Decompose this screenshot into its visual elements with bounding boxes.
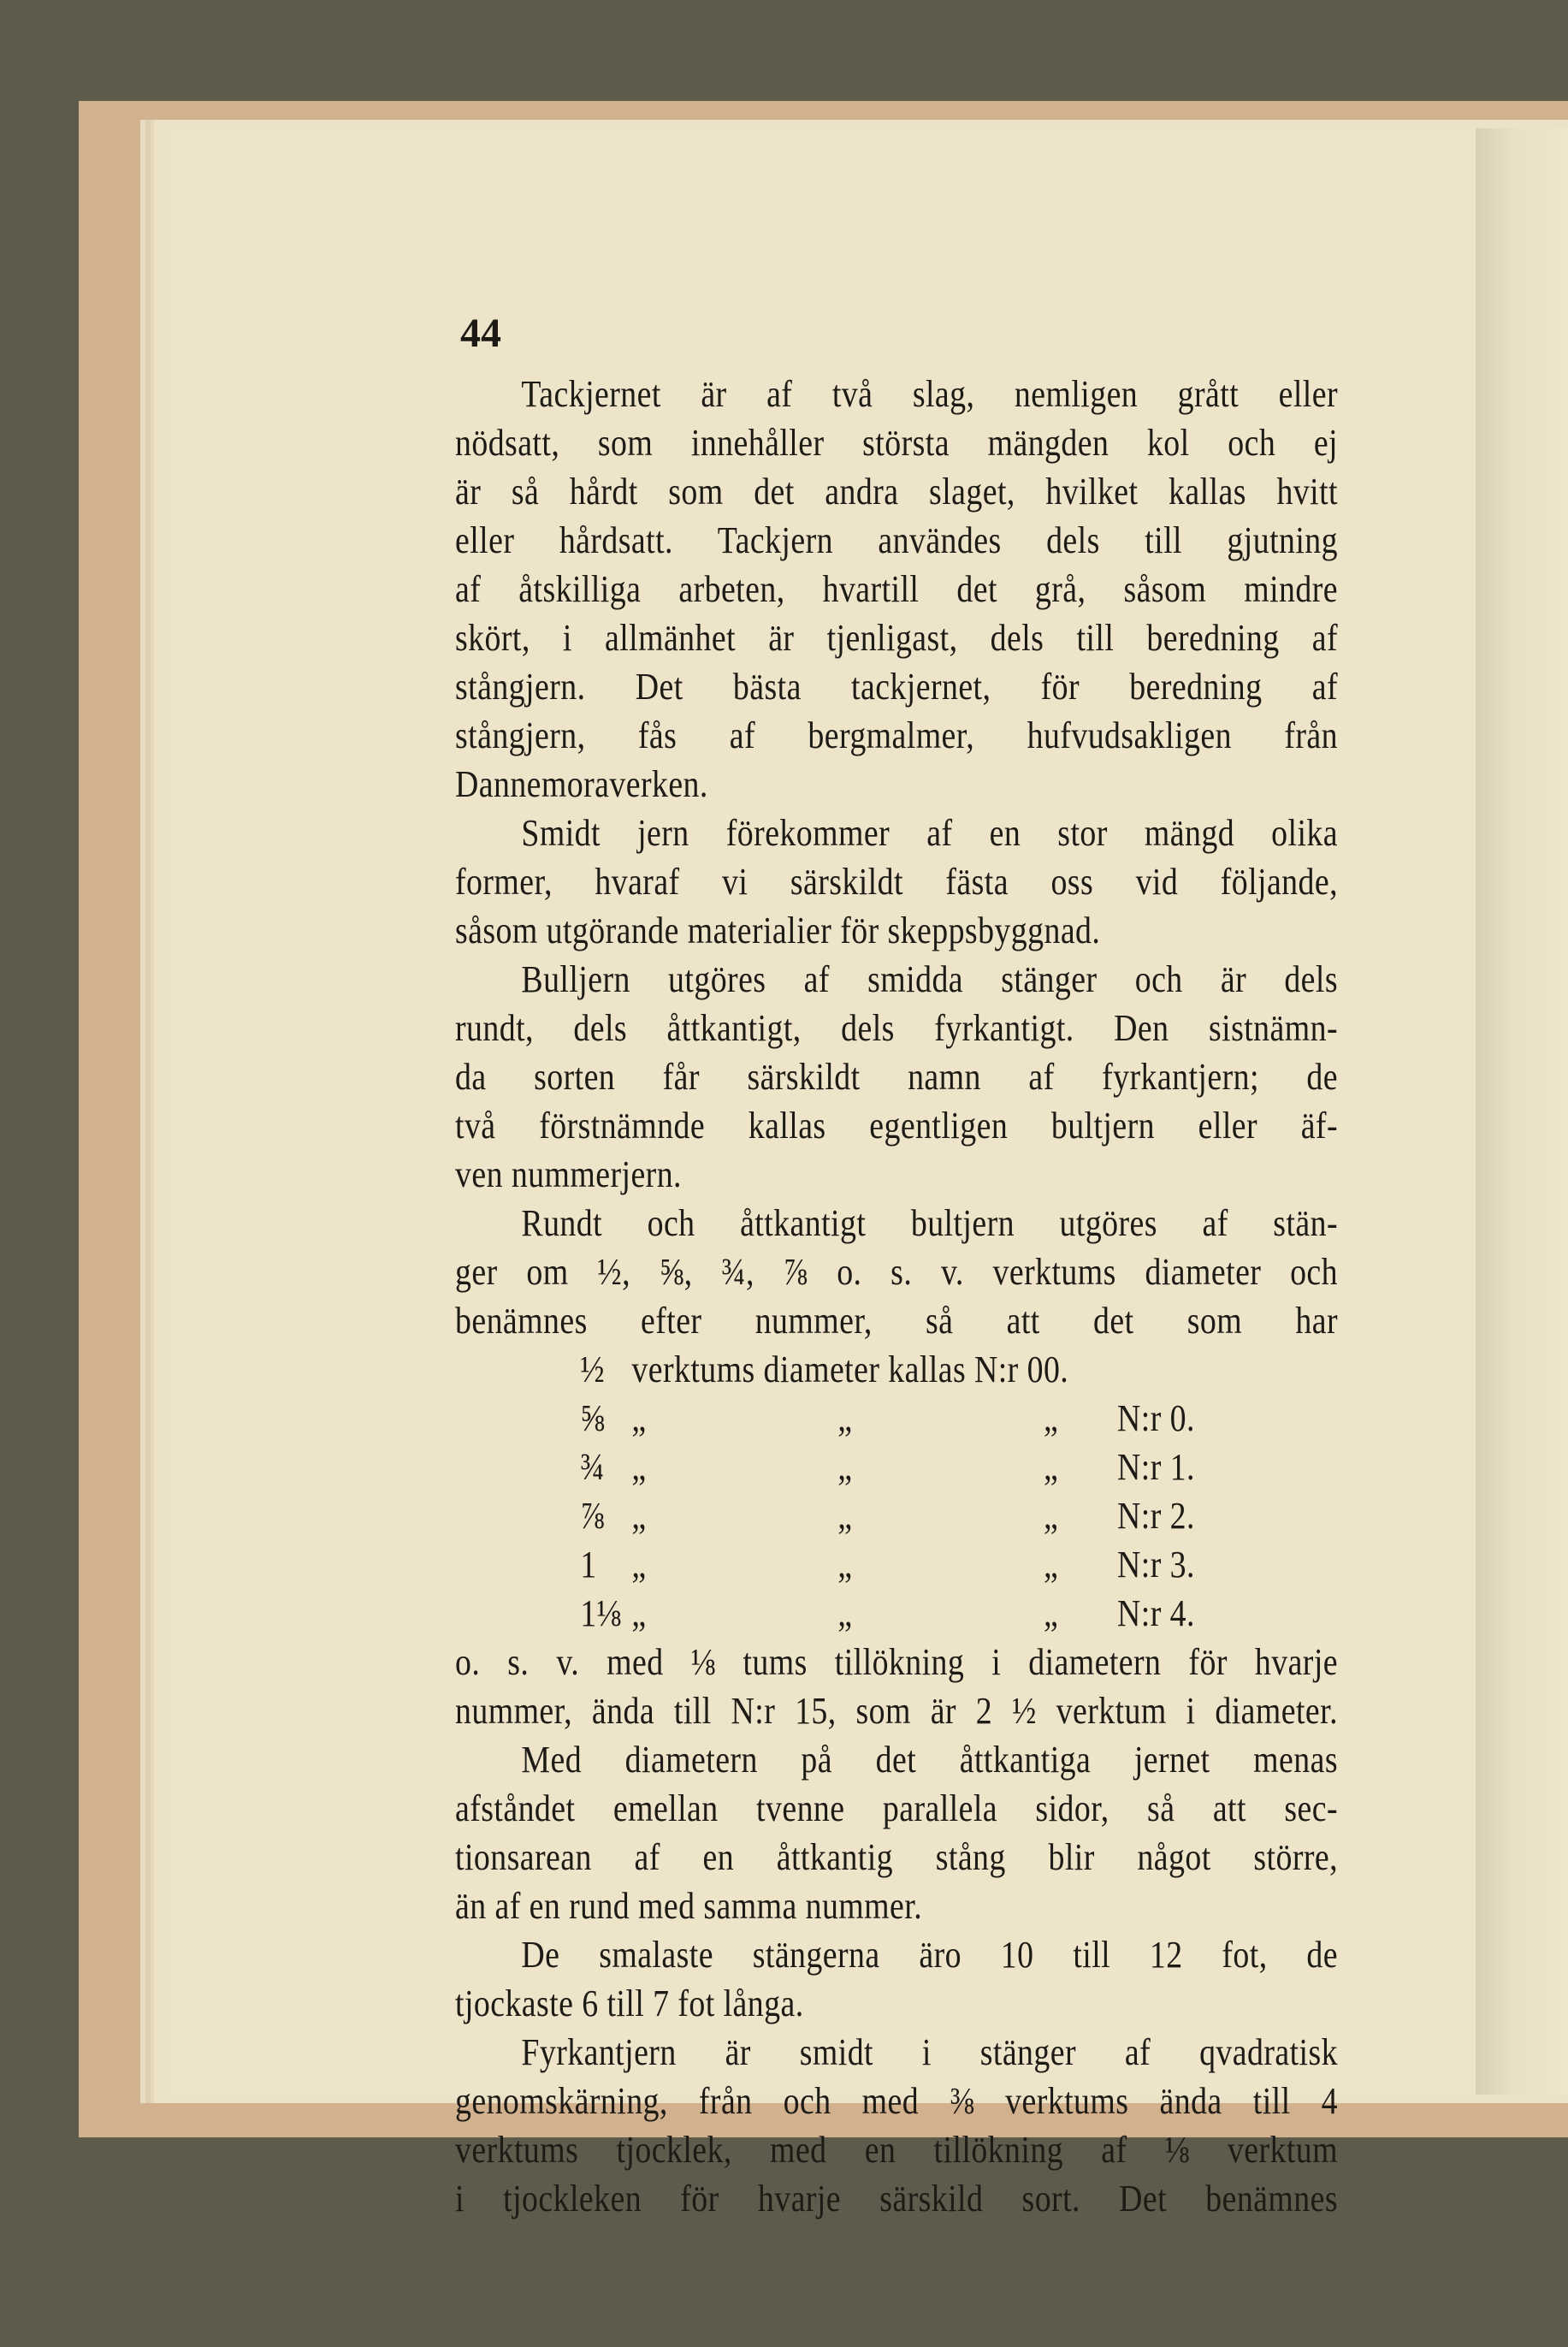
text-line: Bulljern utgöres af smidda stänger och är dels [521, 958, 1338, 1000]
text-line: Med diametern på det åttkantiga jernet menas [521, 1739, 1338, 1781]
table-number: N:r 1. [1117, 1446, 1195, 1488]
text-line: ger om ½, ⅝, ¾, ⅞ o. s. v. verktums diameter och [455, 1251, 1338, 1293]
text-line: är så hårdt som det andra slaget, hvilket kallas hvitt [455, 471, 1338, 513]
text-line: såsom utgörande materialier för skeppsbyggnad. [455, 910, 1101, 951]
table-row [455, 1394, 1338, 1443]
table-fraction: 1 [580, 1544, 597, 1585]
ditto-mark: „ [631, 1446, 647, 1488]
text-line: tionsarean af en åttkantig stång blir något större, [455, 1836, 1338, 1878]
text-line: eller hårdsatt. Tackjern användes dels till gjutning [455, 519, 1338, 561]
text-line: stångjern. Det bästa tackjernet, för beredning af [455, 666, 1338, 708]
table-text: verktums diameter kallas N:r 00. [631, 1348, 1069, 1390]
book-spine [1476, 128, 1568, 2095]
table-row [455, 1589, 1338, 1638]
text-line: da sorten får särskildt namn af fyrkantjern; de [455, 1056, 1338, 1098]
text-line: tjockaste 6 till 7 fot långa. [455, 1983, 804, 2024]
ditto-mark: „ [837, 1397, 853, 1439]
table-number: N:r 0. [1117, 1397, 1195, 1439]
text-line: Tackjernet är af två slag, nemligen grått eller [521, 373, 1338, 415]
text-line: Smidt jern förekommer af en stor mängd olika [521, 812, 1338, 854]
text-line: nummer, ända till N:r 15, som är 2 ½ verktum i diameter. [455, 1690, 1338, 1732]
ditto-mark: „ [1044, 1446, 1059, 1488]
text-line: benämnes efter nummer, så att det som har [455, 1300, 1338, 1342]
text-line: o. s. v. med ⅛ tums tillökning i diametern för hvarje [455, 1641, 1338, 1683]
text-line: skört, i allmänhet är tjenligast, dels till beredning af [455, 617, 1338, 659]
ditto-mark: „ [631, 1592, 647, 1634]
text-line: afståndet emellan tvenne parallela sidor, så att sec- [455, 1787, 1338, 1829]
ditto-mark: „ [1044, 1592, 1059, 1634]
ditto-mark: „ [1044, 1397, 1059, 1439]
table-number: N:r 3. [1117, 1544, 1195, 1585]
text-line: Dannemoraverken. [455, 763, 708, 805]
table-fraction: ⅞ [580, 1495, 606, 1537]
table-number: N:r 2. [1117, 1495, 1195, 1537]
table-number: N:r 4. [1117, 1592, 1195, 1634]
text-line: rundt, dels åttkantigt, dels fyrkantigt. Den sistnämn- [455, 1007, 1338, 1049]
text-line: än af en rund med samma nummer. [455, 1885, 923, 1927]
ditto-mark: „ [631, 1544, 647, 1585]
table-fraction: ¾ [580, 1446, 606, 1488]
text-line: verktums tjocklek, med en tillökning af ⅛ verktum [455, 2129, 1338, 2171]
ditto-mark: „ [837, 1544, 853, 1585]
table-fraction: 1⅛ [580, 1592, 622, 1634]
table-row [455, 1345, 1338, 1394]
text-line: två förstnämnde kallas egentligen bultjern eller äf- [455, 1105, 1338, 1147]
table-fraction: ½ [580, 1348, 606, 1390]
ditto-mark: „ [837, 1495, 853, 1537]
page-number: 44 [460, 311, 501, 356]
text-line: i tjockleken för hvarje särskild sort. Det benämnes [455, 2178, 1338, 2220]
text-line: former, hvaraf vi särskildt fästa oss vid följande, [455, 861, 1338, 903]
text-line: stångjern, fås af bergmalmer, hufvudsakligen från [455, 714, 1338, 756]
ditto-mark: „ [1044, 1495, 1059, 1537]
text-line: ven nummerjern. [455, 1153, 682, 1195]
table-row [455, 1540, 1338, 1589]
ditto-mark: „ [631, 1397, 647, 1439]
ditto-mark: „ [631, 1495, 647, 1537]
body-text [455, 370, 1338, 2223]
table-fraction: ⅝ [580, 1397, 606, 1439]
ditto-mark: „ [837, 1446, 853, 1488]
text-line: genomskärning, från och med ⅜ verktums ända till 4 [455, 2080, 1338, 2122]
text-line: Rundt och åttkantigt bultjern utgöres af stän- [521, 1202, 1338, 1244]
text-line: De smalaste stängerna äro 10 till 12 fot, de [521, 1934, 1338, 1976]
ditto-mark: „ [1044, 1544, 1059, 1585]
table-row [455, 1491, 1338, 1540]
text-line: Fyrkantjern är smidt i stänger af qvadratisk [521, 2031, 1338, 2073]
ditto-mark: „ [837, 1592, 853, 1634]
text-line: af åtskilliga arbeten, hvartill det grå, såsom mindre [455, 568, 1338, 610]
table-row [455, 1443, 1338, 1491]
text-line: nödsatt, som innehåller största mängden kol och ej [455, 422, 1338, 464]
